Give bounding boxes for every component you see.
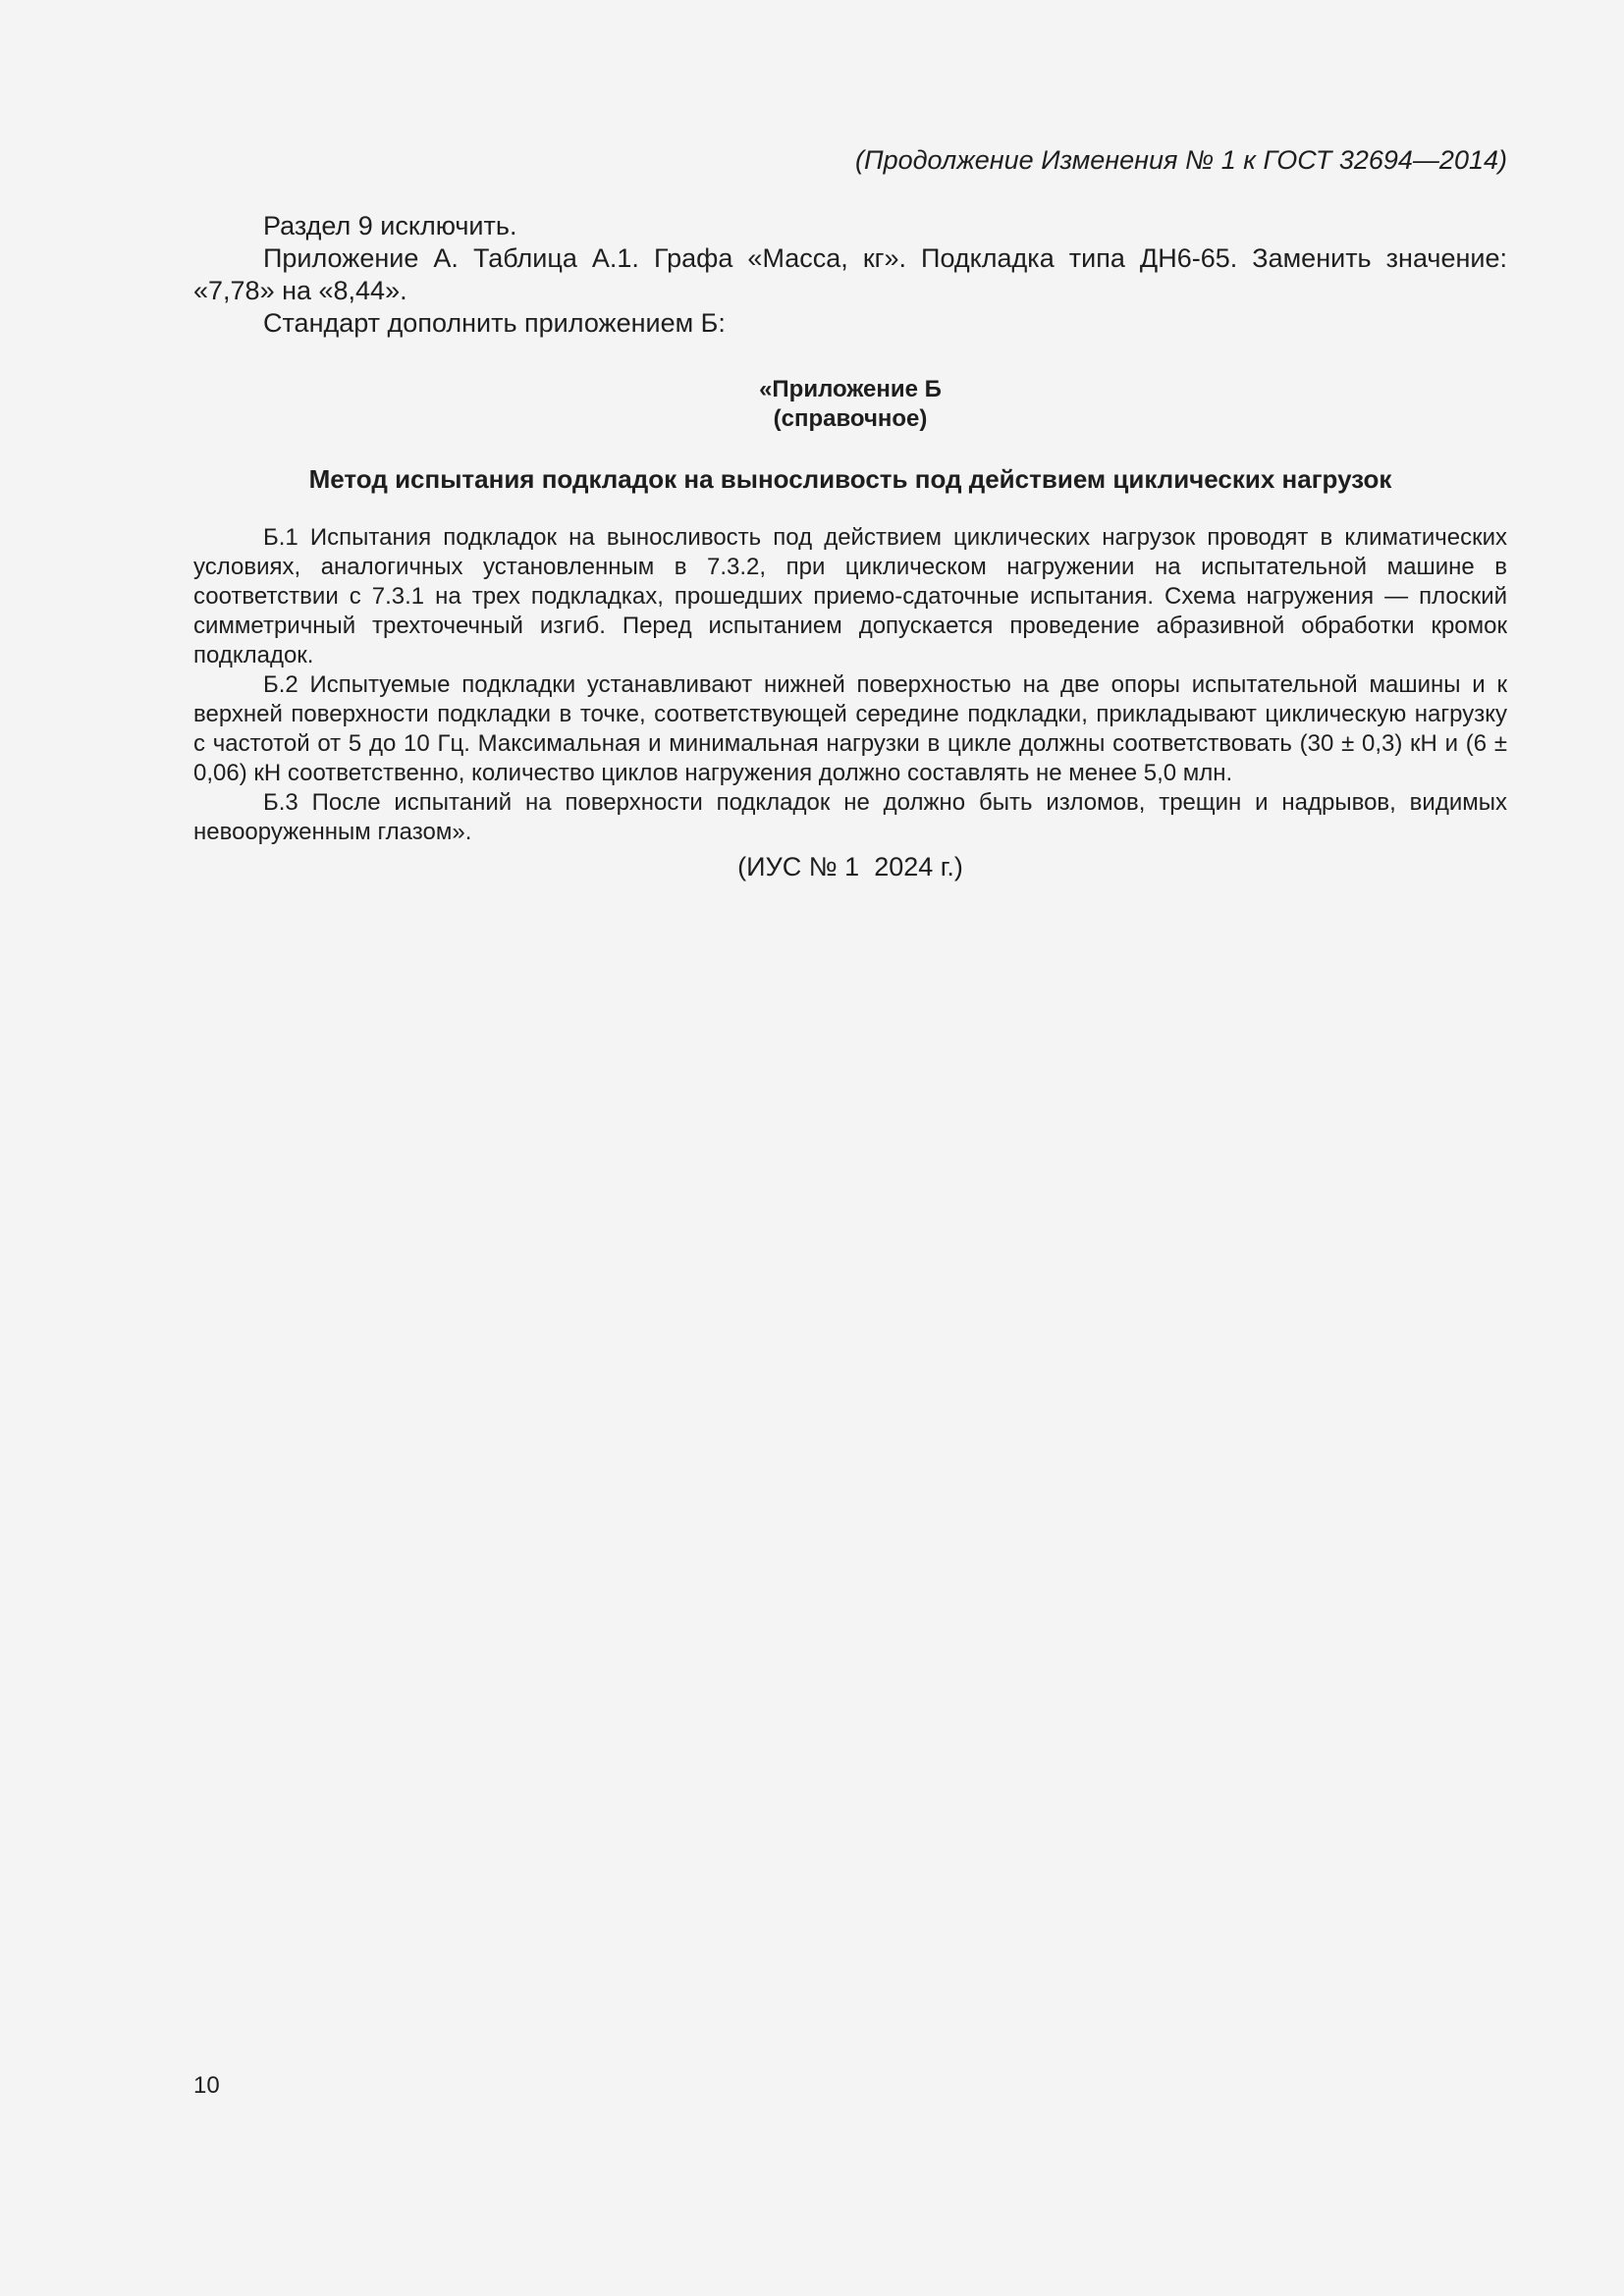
amendment-item: Стандарт дополнить приложением Б: [263, 308, 726, 338]
appendix-title: «Приложение Б [759, 376, 942, 402]
document-page [193, 0, 1507, 2296]
paragraph-b1: Б.1 Испытания подкладок на выносливость под действием циклических нагрузок проводят в климатических условиях, аналогичных установленным в 7.3.2, при циклическом нагружении на испытательной машине в соответствии с 7.3.1 на трех подкладках, прошедших приемо-сдаточные испытания. Схема нагружения — плоский симметричный трехточечный изгиб. Перед испытанием допускается проведение абразивной обработки кромок подкладок. [193, 524, 1507, 668]
appendix-heading [193, 375, 1507, 434]
amendment-list [193, 210, 1507, 340]
paragraph-b3: Б.3 После испытаний на поверхности подкладок не должно быть изломов, трещин и надрывов, видимых невооруженным глазом». [193, 789, 1507, 845]
ius-reference: (ИУС № 1 2024 г.) [737, 852, 963, 881]
continuation-header: (Продолжение Изменения № 1 к ГОСТ 32694—2014) [855, 145, 1507, 175]
paragraph-b2: Б.2 Испытуемые подкладки устанавливают нижней поверхностью на две опоры испытательной машины и к верхней поверхности подкладки в точке, соответствующей середине подкладки, прикладывают циклическую нагрузку с частотой от 5 до 10 Гц. Максимальная и минимальная нагрузки в цикле должны соответствовать (30 ± 0,3) кН и (6 ± 0,06) кН соответственно, количество циклов нагружения должно составлять не менее 5,0 млн. [193, 671, 1507, 786]
appendix-kind: (справочное) [773, 405, 928, 432]
amendment-item: Раздел 9 исключить. [263, 211, 517, 240]
appendix-body [193, 523, 1507, 847]
method-title: Метод испытания подкладок на выносливость под действием циклических нагрузок [308, 464, 1392, 494]
page-number: 10 [193, 2072, 220, 2099]
amendment-item: Приложение А. Таблица А.1. Графа «Масса, кг». Подкладка типа ДН6-65. Заменить значение: «7,78» на «8,44». [193, 243, 1507, 305]
